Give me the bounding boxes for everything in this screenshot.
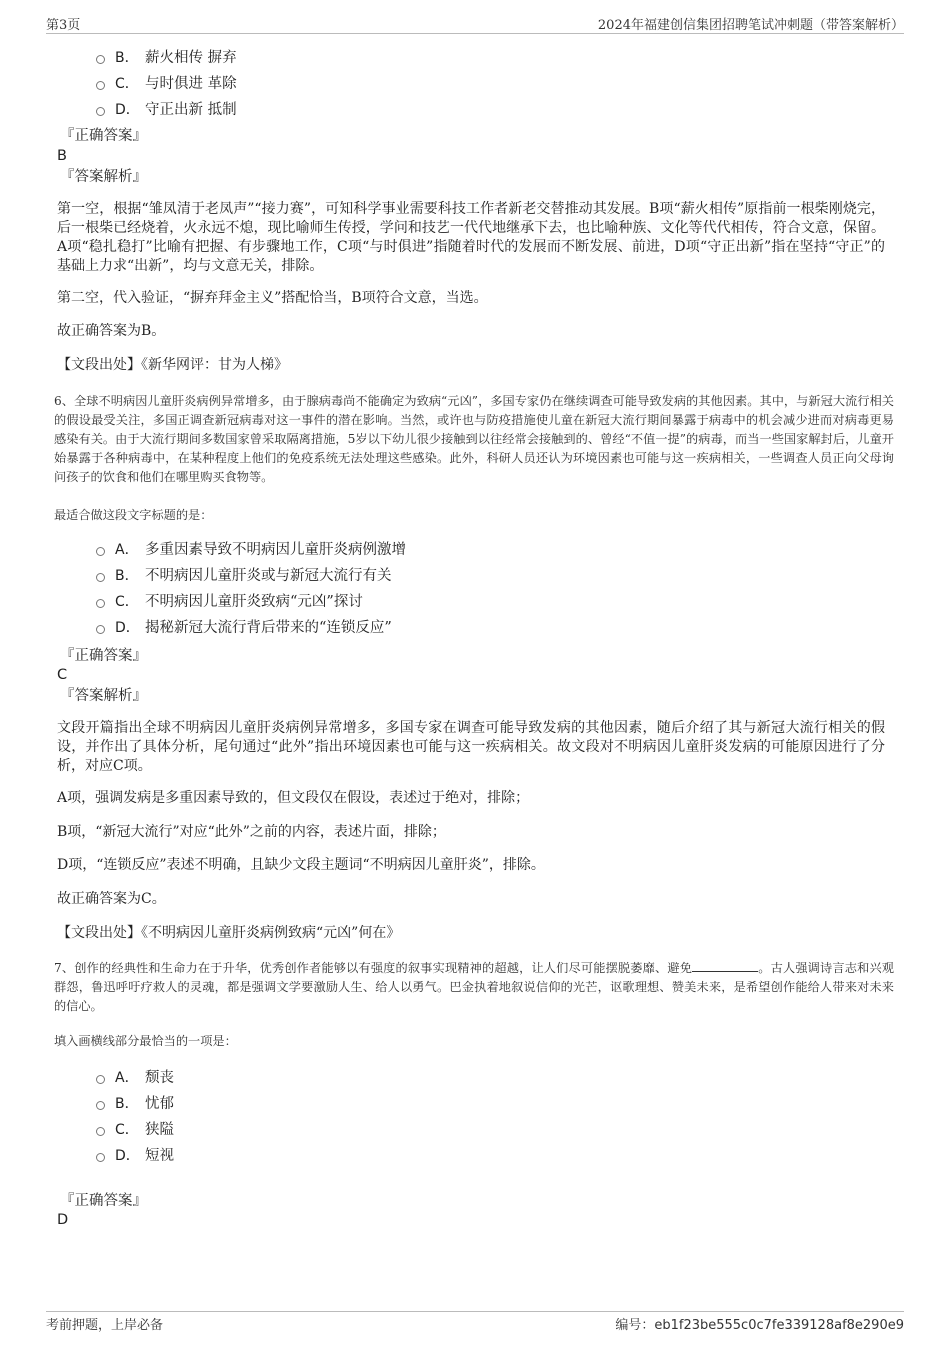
page-number: 第3页 (46, 18, 81, 33)
q6-prompt: 最适合做这段文字标题的是： (54, 508, 213, 522)
footer-slogan: 考前押题，上岸必备 (46, 1318, 164, 1333)
q5-analysis-para: 第二空，代入验证，“摒弃拜金主义”搭配恰当，B项符合文意，当选。 (57, 290, 488, 306)
q6-answer-label: 『正确答案』 (60, 648, 147, 664)
q7-option-c[interactable]: C． 狭隘 (96, 1120, 174, 1140)
q6-option-b[interactable]: B． 不明病因儿童肝炎或与新冠大流行有关 (96, 566, 392, 586)
q5-option-c[interactable]: C． 与时俱进 革除 (96, 74, 237, 94)
q7-answer: D (57, 1212, 69, 1228)
q5-option-b[interactable]: B． 薪火相传 摒弃 (96, 48, 237, 68)
q5-answer-label: 『正确答案』 (60, 128, 147, 144)
q6-analysis-para: 文段开篇指出全球不明病因儿童肝炎病例异常增多，多国专家在调查可能导致发病的其他因素，随后介绍了其与新冠大流行相关的假设，并作出了具体分析，尾句通过“此外”指出环境因素也可能与这一疾病相关。故文段对不明病因儿童肝炎发病的可能原因进行了分析，对应C项。 (57, 720, 885, 774)
q7-option-d[interactable]: D． 短视 (96, 1146, 174, 1166)
radio-icon[interactable] (96, 55, 105, 64)
radio-icon[interactable] (96, 107, 105, 116)
radio-icon[interactable] (96, 599, 105, 608)
q6-stem: 6、全球不明病因儿童肝炎病例异常增多，由于腺病毒尚不能确定为致病“元凶”，多国专家仍在继续调查可能导致发病的其他因素。其中，与新冠大流行相关的假设最受关注，多国正调查新冠病毒对这一事件的潜在影响。当然，或许也与防疫措施使儿童在新冠大流行期间暴露于病毒中的机会减少进而对病毒更易感染有关。由于大流行期间多数国家曾采取隔离措施，5岁以下幼儿很少接触到以往经常会接触到的、曾经“不值一提”的病毒，而当一些国家解封后，儿童开始暴露于各种病毒中，在某种程度上他们的免疫系统无法处理这些感染。此外，科研人员还认为环境因素也可能与这一疾病相关，一些调查人员正向父母询问孩子的饮食和他们在哪里购买食物等。 (54, 394, 894, 484)
radio-icon[interactable] (96, 1127, 105, 1136)
document-title: 2024年福建创信集团招聘笔试冲刺题（带答案解析） (597, 18, 904, 33)
q6-analysis-para: B项，“新冠大流行”对应“此外”之前的内容，表述片面，排除； (57, 824, 446, 840)
q7-answer-label: 『正确答案』 (60, 1193, 147, 1209)
radio-icon[interactable] (96, 1101, 105, 1110)
q5-analysis-label: 『答案解析』 (60, 169, 147, 185)
radio-icon[interactable] (96, 1153, 105, 1162)
q6-analysis-label: 『答案解析』 (60, 688, 147, 704)
fill-blank (692, 960, 758, 972)
q6-option-a[interactable]: A． 多重因素导致不明病因儿童肝炎病例激增 (96, 540, 406, 560)
q5-option-d[interactable]: D． 守正出新 抵制 (96, 100, 237, 120)
q7-option-b[interactable]: B． 忧郁 (96, 1094, 174, 1114)
q6-analysis-para: D项，“连锁反应”表述不明确，且缺少文段主题词“不明病因儿童肝炎”，排除。 (57, 857, 545, 873)
q6-answer: C (57, 667, 68, 683)
q5-source: 【文段出处】《新华网评：甘为人梯》 (57, 357, 288, 373)
q6-option-d[interactable]: D． 揭秘新冠大流行背后带来的“连锁反应” (96, 618, 392, 638)
page-header (46, 14, 904, 34)
q6-source: 【文段出处】《不明病因儿童肝炎病例致病“元凶”何在》 (57, 925, 401, 941)
document-id: 编号：eb1f23be555c0c7fe339128af8e290e9 (615, 1318, 904, 1333)
q6-analysis-para: 故正确答案为C。 (57, 891, 166, 907)
q5-answer: B (57, 148, 67, 164)
radio-icon[interactable] (96, 573, 105, 582)
radio-icon[interactable] (96, 81, 105, 90)
q5-analysis-para: 第一空，根据“雏凤清于老凤声”“接力赛”，可知科学事业需要科技工作者新老交替推动其发展。B项“薪火相传”原指前一根柴刚烧完，后一根柴已经烧着，火永远不熄，现比喻师生传授，学问和技艺一代代地继承下去，也比喻种族、文化等代代相传，符合文意，保留。A项“稳扎稳打”比喻有把握、有步骤地工作，C项“与时俱进”指随着时代的发展而不断发展、前进，D项“守正出新”指在坚持“守正”的基础上力求“出新”，均与文意无关，排除。 (57, 201, 885, 274)
q7-option-a[interactable]: A． 颓丧 (96, 1068, 174, 1088)
radio-icon[interactable] (96, 1075, 105, 1084)
page-footer (46, 1311, 904, 1337)
q6-option-c[interactable]: C． 不明病因儿童肝炎致病“元凶”探讨 (96, 592, 363, 612)
q5-analysis-para: 故正确答案为B。 (57, 323, 166, 339)
q7-stem: 7、创作的经典性和生命力在于升华，优秀创作者能够以有强度的叙事实现精神的超越，让人们尽可能摆脱萎靡、避免 。古人强调诗言志和兴观群怨，鲁迅呼吁疗救人的灵魂，都是强调文学要激励人生、给人以勇气。巴金执着地叙说信仰的光芒，讴歌理想、赞美未来，是希望创作能给人带来对未来的信心。 (54, 961, 894, 1013)
q6-analysis-para: A项，强调发病是多重因素导致的，但文段仅在假设，表述过于绝对，排除； (57, 790, 530, 806)
radio-icon[interactable] (96, 625, 105, 634)
radio-icon[interactable] (96, 547, 105, 556)
q7-prompt: 填入画横线部分最恰当的一项是： (54, 1034, 237, 1048)
